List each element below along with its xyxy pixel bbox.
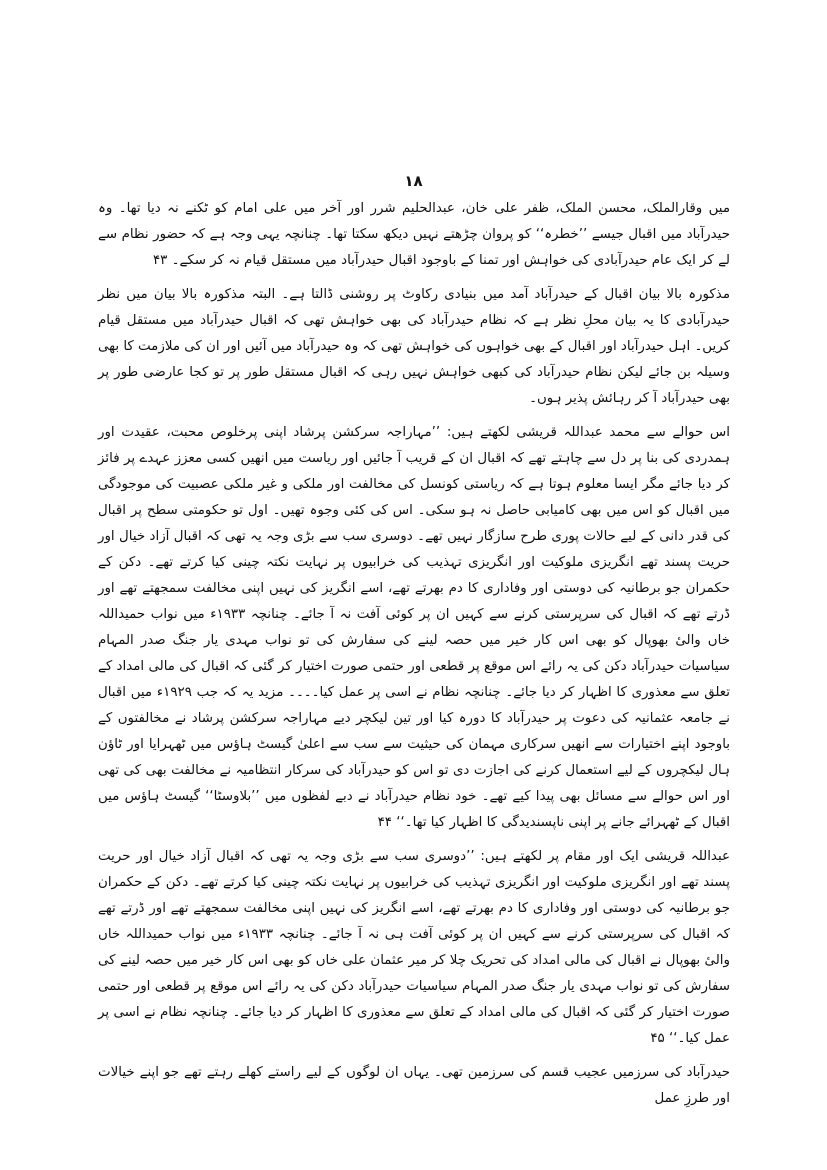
paragraph-5: حیدرآباد کی سرزمیں عجیب قسم کی سرزمین تھی۔ یہاں ان لوگوں کے لیے راستے کھلے رہتے تھے جو اپنے خیالات اور طرزِ عمل: [98, 1065, 730, 1106]
page-number: ۱۸: [404, 172, 423, 190]
paragraph-2: مذکورہ بالا بیان اقبال کے حیدرآباد آمد میں بنیادی رکاوٹ پر روشنی ڈالتا ہے۔ البتہ مذکورہ بالا بیان میں نظر حیدرآبادی کا یہ بیان محلِ نظر ہے کہ نظام حیدرآباد کی بھی خواہش تھی کہ اقبال حیدرآباد میں مستقل قیام کریں۔ اہل حیدرآباد اور اقبال کے بھی خواہوں کی خواہش تھی کہ وہ حیدرآباد میں آئیں اور ان کی ملازمت کا بھی وسیلہ بن جائے لیکن نظام حیدرآباد کی کبھی خواہش نہیں رہی کہ اقبال مستقل طور پر تو کجا عارضی طور پر بھی حیدرآباد آ کر رہائش پذیر ہوں۔: [98, 287, 730, 406]
body-text: [98, 196, 730, 1120]
paragraph-4: عبداللہ قریشی ایک اور مقام پر لکھتے ہیں: ’’دوسری سب سے بڑی وجہ یہ تھی کہ اقبال آزاد خیال اور حریت پسند تھے اور انگریزی ملوکیت اور انگریزی تہذیب کی خرابیوں پر نہایت نکتہ چینی کیا کرتے تھے۔ دکن کے حکمران جو برطانیہ کی دوستی اور وفاداری کا دم بھرتے تھے، اسے انگریز کی نہیں اپنی مخالفت سمجھتے تھے اور ڈرتے تھے کہ اقبال کی سرپرستی کرنے سے کہیں ان پر کوئی آفت ہی نہ آ جائے۔ چنانچہ ۱۹۳۳ء میں نواب حمیداللہ خاں والیٔ بھوپال نے اقبال کی مالی امداد کی تحریک چلا کر میر عثمان علی خاں کو بھی اس کار خیر میں حصہ لینے کی سفارش کی تو نواب مہدی یار جنگ صدر المہام سیاسیات حیدرآباد دکن کی یہ رائے اس موقع پر قطعی اور حتمی صورت اختیار کر گئی کہ اقبال کی مالی امداد کے تعلق سے معذوری کا اظہار کر دیا جائے۔ چنانچہ نظام نے اسی پر عمل کیا۔‘‘ ۴۵: [98, 849, 730, 1046]
paragraph-3: اس حوالے سے محمد عبداللہ قریشی لکھتے ہیں: ’’مہاراجہ سرکشن پرشاد اپنی پرخلوص محبت، عقیدت اور ہمدردی کی بنا پر دل سے چاہتے تھے کہ اقبال ان کے قریب آ جائیں اور ریاست میں انھیں کسی معزز عہدے پر فائز کر دیا جائے مگر ایسا معلوم ہوتا ہے کہ ریاستی کونسل کی مخالفت اور ملکی و غیر ملکی عصبیت کی موجودگی میں اقبال کو اس میں بھی کامیابی حاصل نہ ہو سکی۔ اس کی کئی وجوہ تھیں۔ اول تو حکومتی سطح پر اقبال کی قدر دانی کے لیے حالات پوری طرح سازگار نہیں تھے۔ دوسری سب سے بڑی وجہ یہ تھی کہ اقبال آزاد خیال اور حریت پسند تھے انگریزی ملوکیت اور انگریزی تہذیب کی خرابیوں پر نہایت نکتہ چینی کیا کرتے تھے۔ دکن کے حکمران جو برطانیہ کی دوستی اور وفاداری کا دم بھرتے تھے، اسے انگریز کی نہیں اپنی مخالفت سمجھتے تھے اور ڈرتے تھے کہ اقبال کی سرپرستی کرنے سے کہیں ان پر کوئی آفت نہ آ جائے۔ چنانچہ ۱۹۳۳ء میں نواب حمیداللہ خاں والیٔ بھوپال کو بھی اس کار خیر میں حصہ لینے کی سفارش کی تو نواب مہدی یار جنگ صدر المہام سیاسیات حیدرآباد دکن کی یہ رائے اس موقع پر قطعی اور حتمی صورت اختیار کر گئی کہ اقبال کی مالی امداد کے تعلق سے معذوری کا اظہار کر دیا جائے۔ چنانچہ نظام نے اسی پر عمل کیا۔۔۔۔ مزید یہ کہ جب ۱۹۲۹ء میں اقبال نے جامعہ عثمانیہ کی دعوت پر حیدرآباد کا دورہ کیا اور تین لیکچر دیے مہاراجہ سرکشن پرشاد نے مخالفتوں کے باوجود اپنے اختیارات سے انھیں سرکاری مہمان کی حیثیت سے سب سے اعلیٰ گیسٹ ہاؤس میں ٹھہرایا اور ٹاؤن ہال لیکچروں کے لیے استعمال کرنے کی اجازت دی تو اس کو حیدرآباد کی سرکار انتظامیہ نے مخالفت بھی کی تھی اور اس حوالے سے مسائل بھی پیدا کیے تھے۔ خود نظام حیدرآباد نے دبے لفظوں میں ’’بلاوسٹا‘‘ گیسٹ ہاؤس میں اقبال کے ٹھہرائے جانے پر اپنی ناپسندیدگی کا اظہار کیا تھا۔‘‘ ۴۴: [98, 425, 730, 830]
paragraph-1: میں وقارالملک، محسن الملک، ظفر علی خان، عبدالحلیم شرر اور آخر میں علی امام کو ٹکنے نہ دیا تھا۔ وہ حیدرآباد میں اقبال جیسے ’’خطرہ‘‘ کو پروان چڑھتے نہیں دیکھ سکتا تھا۔ چنانچہ یہی وجہ ہے کہ حضور نظام سے لے کر ایک عام حیدرآبادی کی خواہش اور تمنا کے باوجود اقبال حیدرآباد میں مستقل قیام نہ کر سکے۔ ۴۳: [98, 201, 730, 268]
